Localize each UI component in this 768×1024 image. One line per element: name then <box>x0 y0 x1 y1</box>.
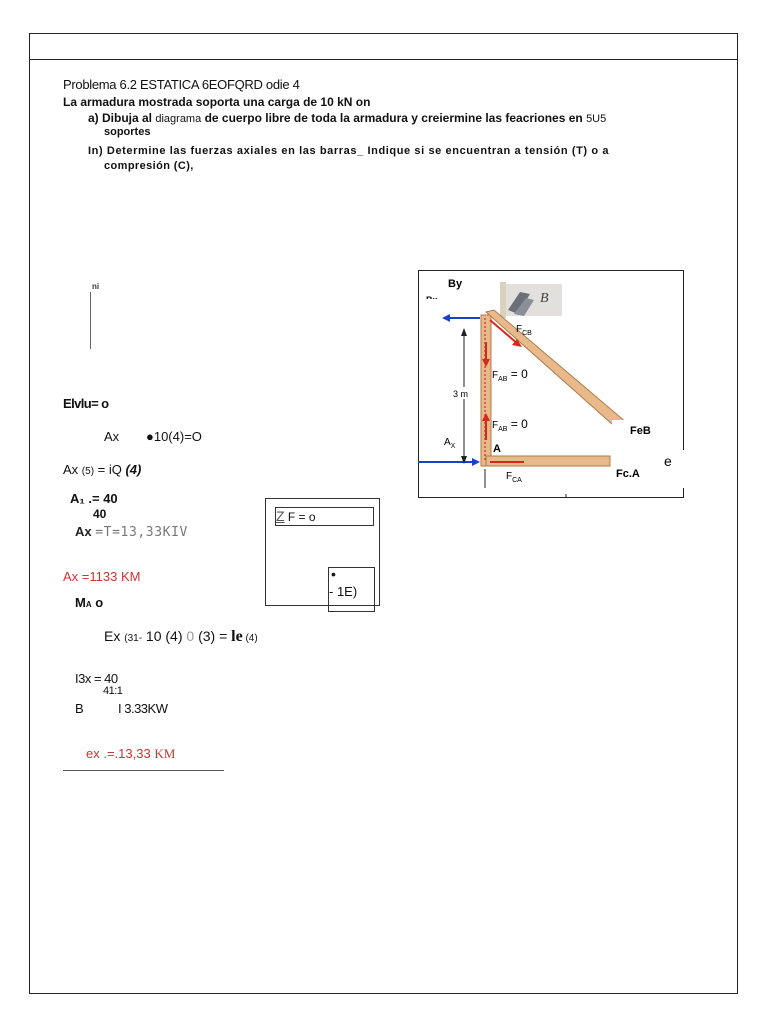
work-line-8-sub: A <box>85 600 92 609</box>
label-e: e <box>664 453 672 469</box>
question-a-small: diagrama <box>155 113 202 125</box>
work-line-8-a: M <box>75 595 86 610</box>
member-ab <box>481 315 491 466</box>
label-by: By <box>448 278 463 290</box>
work-line-8 <box>75 595 103 610</box>
question-a-line1 <box>88 111 606 125</box>
question-b-line1: In) Determine las fuerzas axiales en las barras_ Indique si se encuentran a tensión (T) o a <box>88 145 610 157</box>
work-line-9-c: 10 (4) <box>142 628 187 644</box>
sum-forces-label-box <box>275 507 374 526</box>
work-line-9-f: le <box>231 628 243 645</box>
dimension-label: 3 m <box>453 389 469 399</box>
label-ax: $A_X$ <box>444 437 456 450</box>
work-line-3-sub: (5) <box>81 466 95 477</box>
margin-line <box>90 292 91 349</box>
work-line-14-b: KM <box>154 746 176 761</box>
work-line-10: I3x = 40 <box>75 671 118 686</box>
question-a-small-end: 5U5 <box>586 113 607 125</box>
work-line-3-c: (4) <box>125 462 142 477</box>
work-line-1: Elvlu= o <box>63 396 109 411</box>
page-frame <box>29 33 738 994</box>
margin-note: ni <box>92 282 100 291</box>
truss-free-body-diagram <box>418 270 684 498</box>
problem-statement: La armadura mostrada soporta una carga de 10 kN on <box>63 95 371 109</box>
work-line-9-e: (3) = <box>194 628 232 644</box>
question-a-line2: soportes <box>104 126 151 138</box>
question-a-rest: de cuerpo libre de toda la armadura y creiermine las feacriones en <box>204 111 583 125</box>
work-line-14-a: ex .=.13,33 <box>86 746 155 761</box>
work-line-5: 40 <box>93 507 107 521</box>
sum-forces-dot: • <box>331 566 336 582</box>
work-line-4: A₁ .= 40 <box>70 491 118 506</box>
label-fcb: $F_{CB}$ <box>516 324 532 337</box>
work-line-9-g: (4) <box>242 633 258 644</box>
label-fca: $F_{CA}$ <box>506 471 522 484</box>
problem-title: Problema 6.2 ESTATICA 6EOFQRD odie 4 <box>63 77 300 92</box>
photo-label-b: B <box>540 291 549 306</box>
work-line-7: Ax =1133 KM <box>63 569 141 584</box>
work-line-11: 41:1 <box>103 685 123 697</box>
label-fab-upper: $F_{AB} = 0$ <box>492 367 528 383</box>
work-line-8-b: o <box>91 595 104 610</box>
work-line-9-b: (31- <box>124 633 143 644</box>
work-line-14 <box>86 746 175 762</box>
work-line-3 <box>63 462 141 477</box>
work-line-6 <box>75 524 188 540</box>
sum-symbol: Z <box>276 508 285 524</box>
work-line-6-b: =T=13,33KIV <box>95 525 188 540</box>
label-feb: FeB <box>630 425 651 437</box>
work-line-2-right: ●10(4)=O <box>146 429 202 444</box>
work-line-13: I 3.33KW <box>118 701 168 716</box>
question-b-line2: compresión (C), <box>104 160 194 172</box>
header-rule <box>29 59 738 60</box>
work-line-9-d: 0 <box>186 628 195 644</box>
work-line-3-b: = iQ <box>94 462 126 477</box>
label-fca-right: Fc.A <box>616 468 640 480</box>
work-line-2-left: Ax <box>104 429 120 444</box>
label-fab-lower: $F_{AB} = 0$ <box>492 417 528 433</box>
work-line-6-a: Ax <box>75 524 96 539</box>
label-joint-a: A <box>493 443 501 455</box>
sum-forces-value: - 1E) <box>329 584 358 599</box>
result-underline <box>63 770 224 771</box>
work-line-9-a: Ex <box>104 628 125 644</box>
work-line-12: B <box>75 701 84 716</box>
work-line-9 <box>104 628 258 646</box>
support-photo <box>500 282 562 318</box>
sum-forces-label: F = o <box>284 510 316 524</box>
question-a-prefix: a) Dibuja al <box>88 111 153 125</box>
work-line-3-a: Ax <box>63 462 82 477</box>
